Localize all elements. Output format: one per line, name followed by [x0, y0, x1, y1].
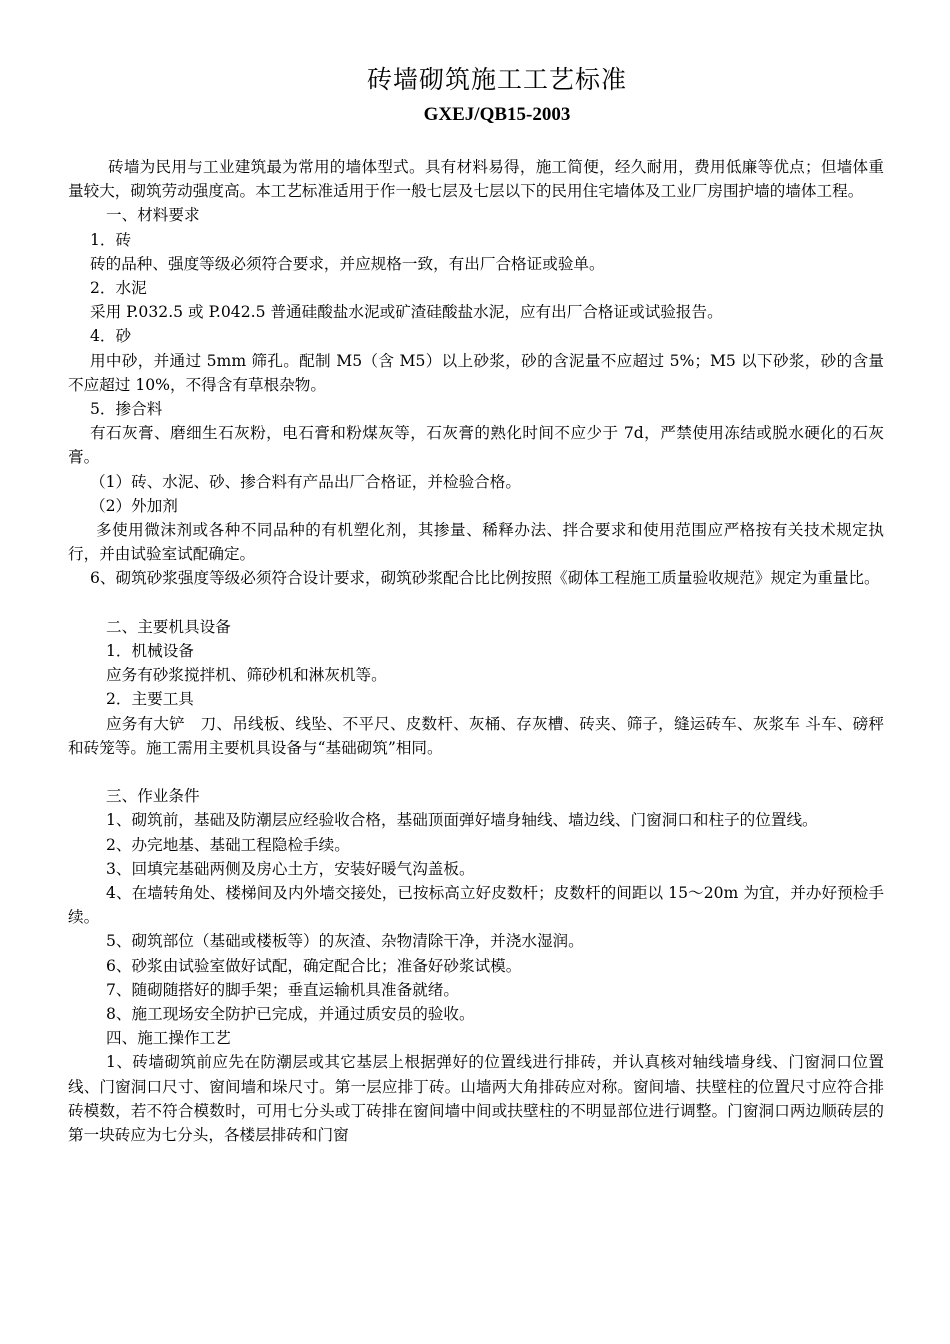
s1-point1: （1）砖、水泥、砂、掺合料有产品出厂合格证，并检验合格。	[90, 472, 521, 491]
s1-item4-title: 4．砂	[90, 327, 132, 346]
section-2-heading: 二、主要机具设备	[106, 617, 231, 636]
s4-paragraph-1: 1、砖墙砌筑前应先在防潮层或其它基层上根据弹好的位置线进行排砖，并认真核对轴线墙身线、门窗洞口位置线、门窗洞口尺寸、窗间墙和垛尺寸。第一层应排丁砖。山墙两大角排砖应对称。窗间墙、扶壁柱的位置尺寸应符合排砖模数，若不符合模数时，可用七分头或丁砖排在窗间墙中间或扶壁柱的不明显部位进行调整。门窗洞口两边顺砖层的第一块砖应为七分头，各楼层排砖和门窗	[68, 1053, 884, 1145]
s1-item2-text: 采用 P.032.5 或 P.042.5 普通硅酸盐水泥或矿渣硅酸盐水泥，应有出厂合格证或试验报告。	[90, 303, 723, 322]
s1-item1-text: 砖的品种、强度等级必须符合要求，并应规格一致，有出厂合格证或验单。	[90, 254, 605, 273]
s3-condition-7: 7、随砌随搭好的脚手架；垂直运输机具准备就绪。	[106, 980, 459, 999]
s1-point2-text: 多使用微沫剂或各种不同品种的有机塑化剂，其掺量、稀释办法、拌合要求和使用范围应严格按有关技术规定执行，并由试验室试配确定。	[68, 521, 884, 564]
s2-item2-text: 应务有大铲 刀、吊线板、线坠、不平尺、皮数杆、灰桶、存灰槽、砖夹、筛子，缝运砖车、灰浆车 斗车、磅秤和砖笼等。施工需用主要机具设备与“基础砌筑”相同。	[68, 714, 884, 757]
s1-point2-title: （2）外加剂	[90, 496, 178, 515]
s1-item2-title: 2．水泥	[90, 279, 147, 298]
spacer	[68, 591, 884, 615]
section-1-heading: 一、材料要求	[106, 206, 200, 225]
s1-item6: 6、砌筑砂浆强度等级必须符合设计要求，砌筑砂浆配合比比例按照《砌体工程施工质量验收规范》规定为重量比。	[90, 569, 880, 588]
s3-condition-4: 4、在墙转角处、楼梯间及内外墙交接处，已按标高立好皮数杆；皮数杆的间距以 15～20m 为宜，并办好预检手续。	[68, 884, 884, 927]
s3-condition-8: 8、施工现场安全防护已完成，并通过质安员的验收。	[106, 1005, 475, 1024]
s3-condition-2: 2、办完地基、基础工程隐检手续。	[106, 835, 350, 854]
s1-item5-text: 有石灰膏、磨细生石灰粉，电石膏和粉煤灰等，石灰膏的熟化时间不应少于 7d，严禁使用冻结或脱水硬化的石灰膏。	[68, 424, 884, 467]
s3-condition-3: 3、回填完基础两侧及房心土方，安装好暖气沟盖板。	[106, 859, 475, 878]
section-4-heading: 四、施工操作工艺	[106, 1029, 231, 1048]
document-body	[68, 155, 884, 1147]
s1-item1-title: 1．砖	[90, 230, 132, 249]
s2-item1-text: 应务有砂浆搅拌机、筛砂机和淋灰机等。	[106, 666, 387, 685]
s1-item4-text: 用中砂，并通过 5mm 筛孔。配制 M5（含 M5）以上砂浆，砂的含泥量不应超过 5%；M5 以下砂浆，砂的含量不应超过 10%，不得含有草根杂物。	[68, 351, 884, 394]
s3-condition-6: 6、砂浆由试验室做好试配，确定配合比；准备好砂浆试模。	[106, 956, 522, 975]
s3-condition-5: 5、砌筑部位（基础或楼板等）的灰渣、杂物清除干净，并浇水湿润。	[106, 932, 584, 951]
intro-paragraph: 砖墙为民用与工业建筑最为常用的墙体型式。具有材料易得，施工简便，经久耐用，费用低廉等优点；但墙体重量较大，砌筑劳动强度高。本工艺标准适用于作一般七层及七层以下的民用住宅墙体及工业厂房围护墙的墙体工程。	[68, 158, 884, 201]
s2-item2-title: 2．主要工具	[106, 690, 194, 709]
spacer	[68, 760, 884, 784]
s1-item5-title: 5．掺合料	[90, 400, 163, 419]
document-title: 砖墙砌筑施工工艺标准	[366, 65, 627, 94]
document-code: GXEJ/QB15-2003	[423, 104, 571, 125]
section-3-heading: 三、作业条件	[106, 787, 200, 806]
s2-item1-title: 1．机械设备	[106, 642, 194, 661]
s3-condition-1: 1、砌筑前，基础及防潮层应经验收合格，基础顶面弹好墙身轴线、墙边线、门窗洞口和柱子的位置线。	[106, 811, 818, 830]
